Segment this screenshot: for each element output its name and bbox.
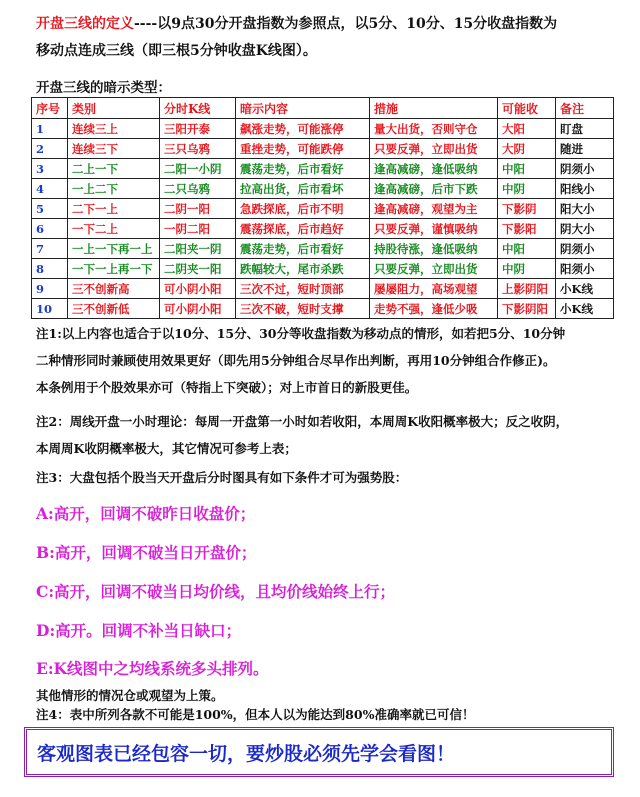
condition-d: D:高开。回调不补当日缺口； <box>36 621 242 640</box>
condition-e: E:K线图中之均线系统多头排列。 <box>36 659 269 678</box>
table-cell: 二下一上 <box>68 199 160 219</box>
table-cell: 2 <box>32 139 68 159</box>
table-cell: 震荡走势，后市看好 <box>236 159 370 179</box>
table-header-row <box>32 98 614 119</box>
table-cell: 只要反弹，立即出货 <box>370 259 498 279</box>
table-header-cell: 可能收 <box>498 98 556 119</box>
table-cell: 二阴一阳 <box>160 199 236 219</box>
table-cell: 一下一上再一下 <box>68 259 160 279</box>
note1-line1: 注1:以上内容也适合于以10分、15分、30分等收盘指数为移动点的情形，如若把5分、10分钟 <box>36 326 566 341</box>
table-cell: 逢高减磅，逢低吸纳 <box>370 159 498 179</box>
table-cell: 5 <box>32 199 68 219</box>
definition-line <box>36 12 626 36</box>
table-cell: 6 <box>32 219 68 239</box>
note-2 <box>36 412 626 458</box>
table-cell: 9 <box>32 279 68 299</box>
table-cell: 阴须小 <box>556 159 614 179</box>
table-row <box>32 279 614 299</box>
note1-line2: 二种情形同时兼顾使用效果更好（即先用5分钟组合尽早作出判断，再用10分钟组合作修正)。 <box>36 353 556 368</box>
table-header-cell: 措施 <box>370 98 498 119</box>
table-header-cell: 分时K线 <box>160 98 236 119</box>
table-cell: 急跌探底，后市不明 <box>236 199 370 219</box>
note-1 <box>36 324 626 397</box>
table-cell: 只要反弹，谨慎吸纳 <box>370 219 498 239</box>
table-cell: 连续三上 <box>68 119 160 139</box>
table-cell: 逢高减磅，观望为主 <box>370 199 498 219</box>
definition-continuation: 移动点连成三线（即三根5分钟收盘K线图）。 <box>36 43 317 59</box>
table-header-cell: 备注 <box>556 98 614 119</box>
table-cell: 拉高出货，后市看坏 <box>236 179 370 199</box>
table-header-cell: 序号 <box>32 98 68 119</box>
table-cell: 阳大小 <box>556 199 614 219</box>
table-cell: 震荡探底，后市趋好 <box>236 219 370 239</box>
table-cell: 走势不强，逢低少吸 <box>370 299 498 319</box>
table-row <box>32 299 614 319</box>
table-cell: 逢高减磅，后市下跌 <box>370 179 498 199</box>
table-cell: 三不创新低 <box>68 299 160 319</box>
note2-line1: 注2：周线开盘一小时理论：每周一开盘第一小时如若收阳，本周周K收阳概率极大；反之收阴， <box>36 414 569 429</box>
table-row <box>32 199 614 219</box>
table-cell: 可小阴小阳 <box>160 299 236 319</box>
table-cell: 一下二上 <box>68 219 160 239</box>
slogan-box <box>24 727 614 777</box>
table-cell: 只要反弹，立即出货 <box>370 139 498 159</box>
table-cell: 8 <box>32 259 68 279</box>
table-cell: 三只乌鸦 <box>160 139 236 159</box>
table-cell: 二阴夹一阳 <box>160 259 236 279</box>
table-cell: 三不创新高 <box>68 279 160 299</box>
table-cell: 盯盘 <box>556 119 614 139</box>
table-row <box>32 119 614 139</box>
table-cell: 随进 <box>556 139 614 159</box>
table-cell: 7 <box>32 239 68 259</box>
note3-line: 注3：大盘包括个股当天开盘后分时图具有如下条件才可为强势股： <box>36 470 408 485</box>
table-cell: 阴须小 <box>556 239 614 259</box>
table-cell: 大阴 <box>498 139 556 159</box>
table-cell: 下影阳 <box>498 219 556 239</box>
table-cell: 下影阴 <box>498 199 556 219</box>
table-cell: 三次不破，短时支撑 <box>236 299 370 319</box>
table-row <box>32 139 614 159</box>
signal-table <box>31 97 614 319</box>
table-cell: 屡屡阻力，高场观望 <box>370 279 498 299</box>
table-cell: 小K线 <box>556 299 614 319</box>
table-cell: 4 <box>32 179 68 199</box>
table-cell: 中阴 <box>498 259 556 279</box>
table-cell: 中阴 <box>498 179 556 199</box>
table-cell: 小K线 <box>556 279 614 299</box>
table-header-cell: 类别 <box>68 98 160 119</box>
table-cell: 一上二下 <box>68 179 160 199</box>
table-cell: 阴大小 <box>556 219 614 239</box>
definition-term: 开盘三线的定义 <box>36 16 134 32</box>
table-cell: 二只乌鸦 <box>160 179 236 199</box>
section-heading: 开盘三线的暗示类型： <box>36 80 171 96</box>
table-row <box>32 179 614 199</box>
table-cell: 重挫走势，可能跌停 <box>236 139 370 159</box>
note-3 <box>36 468 626 487</box>
condition-b: B:高开，回调不破当日开盘价； <box>36 543 257 562</box>
table-row <box>32 219 614 239</box>
table-cell: 一阴二阳 <box>160 219 236 239</box>
table-cell: 跌幅较大，尾市杀跌 <box>236 259 370 279</box>
table-cell: 3 <box>32 159 68 179</box>
table-cell: 三阳开泰 <box>160 119 236 139</box>
other-cases-note: 其他情形的情况仓或观望为上策。 <box>36 688 224 703</box>
table-cell: 二上一下 <box>68 159 160 179</box>
table-cell: 上影阴阳 <box>498 279 556 299</box>
table-cell: 阳线小 <box>556 179 614 199</box>
condition-c: C:高开，回调不破当日均价线，且均价线始终上行； <box>36 582 396 601</box>
table-cell: 飙涨走势，可能涨停 <box>236 119 370 139</box>
table-cell: 阳须小 <box>556 259 614 279</box>
table-cell: 二阳夹一阴 <box>160 239 236 259</box>
table-cell: 连续三下 <box>68 139 160 159</box>
table-row <box>32 239 614 259</box>
note1-line3: 本条例用于个股效果亦可（特指上下突破）；对上市首日的新股更佳。 <box>36 380 418 395</box>
table-cell: 下影阴阳 <box>498 299 556 319</box>
table-row <box>32 259 614 279</box>
table-cell: 三次不过，短时顶部 <box>236 279 370 299</box>
table-cell: 10 <box>32 299 68 319</box>
table-cell: 二阳一小阴 <box>160 159 236 179</box>
table-cell: 可小阴小阳 <box>160 279 236 299</box>
definition-text: ----以9点30分开盘指数为参照点，以5分、10分、15分收盘指数为 <box>134 16 558 32</box>
table-cell: 震荡走势，后市看好 <box>236 239 370 259</box>
table-cell: 大阳 <box>498 119 556 139</box>
table-cell: 1 <box>32 119 68 139</box>
table-cell: 中阳 <box>498 159 556 179</box>
note-4: 注4：表中所列各款不可能是100%，但本人以为能达到80%准确率就已可信！ <box>36 707 475 722</box>
condition-a: A:高开，回调不破昨日收盘价； <box>36 504 256 523</box>
table-row <box>32 159 614 179</box>
table-cell: 量大出货，否则守仓 <box>370 119 498 139</box>
table-header-cell: 暗示内容 <box>236 98 370 119</box>
table-cell: 中阳 <box>498 239 556 259</box>
table-cell: 一上一下再一上 <box>68 239 160 259</box>
table-cell: 持股待涨，逢低吸纳 <box>370 239 498 259</box>
table-body <box>32 119 614 319</box>
note2-line2: 本周周K收阴概率极大，其它情况可参考上表； <box>36 441 297 456</box>
slogan-text: 客观图表已经包容一切，要炒股必须先学会看图！ <box>37 742 456 765</box>
